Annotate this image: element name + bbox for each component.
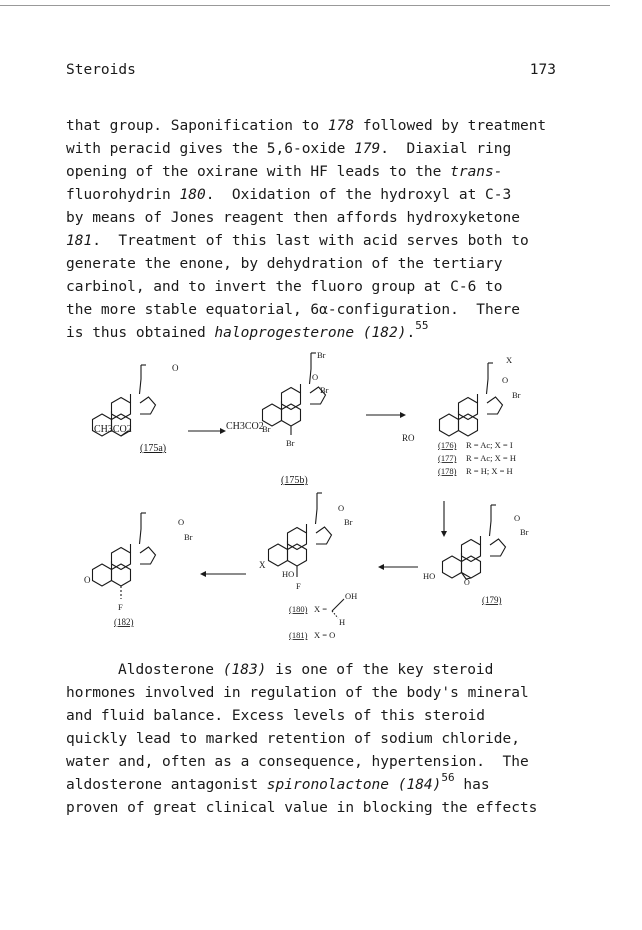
page-number: 173	[529, 62, 556, 78]
text-line	[66, 728, 576, 751]
text-run: hormones involved in regulation of the body's mineral	[66, 685, 529, 701]
text-run: opening of the oxirane with HF leads to the	[66, 164, 451, 180]
177-label: (177)	[438, 453, 457, 463]
176-substituent: RO	[402, 433, 415, 443]
text-run: that group. Saponification to	[66, 118, 328, 134]
180-side-o: O	[338, 503, 345, 513]
text-line	[66, 253, 576, 276]
text-line	[66, 184, 576, 207]
text-run: with peracid gives the 5,6-oxide	[66, 141, 355, 157]
text-line	[66, 299, 576, 322]
text-run: fluorohydrin	[66, 187, 180, 203]
text-run: aldosterone antagonist	[66, 777, 267, 793]
text-line	[66, 797, 576, 820]
182-keto-o: O	[84, 575, 91, 585]
text-line	[66, 115, 576, 138]
italic-run: trans-	[450, 164, 503, 180]
182-side-o: O	[178, 517, 185, 527]
180-f: F	[296, 581, 301, 591]
176-side-x: X	[506, 355, 513, 365]
180-definition: X =	[314, 604, 328, 614]
177-definition: R = Ac; X = H	[466, 453, 516, 463]
text-line	[66, 751, 576, 774]
reference-superscript: 55	[415, 319, 429, 332]
180-c17-br: Br	[344, 517, 353, 527]
running-title: Steroids	[66, 62, 136, 78]
italic-run: 180	[179, 187, 206, 203]
180-181-definitions	[289, 591, 357, 640]
180-oh: HO	[282, 569, 295, 579]
compound-180-181-structure	[269, 493, 332, 577]
compound-176-178-structure	[440, 363, 503, 436]
180-label: (180)	[289, 604, 308, 614]
italic-run: haloprogesterone (182)	[214, 325, 407, 341]
text-line	[66, 230, 576, 253]
179-substituent: HO	[423, 571, 436, 581]
text-run: is one of the key steroid	[266, 662, 494, 678]
text-line	[66, 771, 576, 797]
178-label: (178)	[438, 466, 457, 476]
176-178-definitions	[438, 440, 516, 476]
compound-175b-structure	[263, 353, 326, 435]
italic-run: 178	[327, 118, 355, 134]
reaction-scheme	[60, 335, 580, 655]
180-substituent-x: X	[259, 560, 266, 570]
text-run: Aldosterone	[118, 662, 223, 678]
175b-c5-br: Br	[262, 424, 271, 434]
179-side-o: O	[514, 513, 521, 523]
text-run: and fluid balance. Excess levels of this steroid	[66, 708, 486, 724]
text-run: water and, often as a consequence, hypertension. The	[66, 754, 529, 770]
178-definition: R = H; X = H	[466, 466, 513, 476]
text-line	[66, 682, 576, 705]
182-label: (182)	[114, 617, 134, 627]
text-run: generate the enone, by dehydration of the tertiary	[66, 256, 503, 272]
text-line	[66, 276, 576, 299]
compound-182-structure	[93, 513, 156, 599]
reference-superscript: 56	[441, 771, 455, 784]
text-run: has	[454, 777, 490, 793]
180-h: H	[339, 617, 346, 627]
page-top-rule	[0, 5, 610, 6]
176-side-o: O	[502, 375, 509, 385]
175b-side-br: Br	[317, 350, 326, 360]
italic-run: 179	[354, 141, 381, 157]
running-header	[66, 62, 556, 78]
text-run: carbinol, and to invert the fluoro group at C-6 to	[66, 279, 503, 295]
182-c17-br: Br	[184, 532, 193, 542]
176-label: (176)	[438, 440, 457, 450]
text-run: . Diaxial ring	[380, 141, 512, 157]
175a-side-o: O	[172, 363, 179, 373]
175b-c6-br: Br	[286, 438, 295, 448]
italic-run: (183)	[222, 662, 267, 678]
text-line	[66, 207, 576, 230]
179-c17-br: Br	[520, 527, 529, 537]
182-f: F	[118, 602, 123, 612]
175b-c17-br: Br	[320, 385, 329, 395]
compound-179-structure	[443, 505, 506, 579]
181-label: (181)	[289, 630, 308, 640]
paragraph-aldosterone	[66, 659, 576, 820]
175a-label: (175a)	[140, 443, 167, 454]
text-run: quickly lead to marked retention of sodium chloride,	[66, 731, 520, 747]
italic-run: 181	[66, 233, 93, 249]
175b-label: (175b)	[281, 475, 308, 486]
text-line	[66, 161, 576, 184]
text-line	[66, 705, 576, 728]
text-run: proven of great clinical value in blocking the effects	[66, 800, 538, 816]
text-run: followed by treatment	[354, 118, 547, 134]
175b-substituent: CH3CO2	[226, 421, 264, 432]
175a-substituent: CH3CO2	[94, 424, 132, 435]
text-line	[66, 659, 576, 682]
176-c17-br: Br	[512, 390, 521, 400]
176-definition: R = Ac; X = I	[466, 440, 513, 450]
179-epoxide-o: O	[464, 578, 470, 587]
text-run: is thus obtained	[66, 325, 215, 341]
italic-run: spironolactone (184)	[266, 777, 442, 793]
text-run: by means of Jones reagent then affords hydroxyketone	[66, 210, 520, 226]
text-run: the more stable equatorial, 6α-configuration. There	[66, 302, 520, 318]
text-line	[66, 138, 576, 161]
text-run: . Treatment of this last with acid serves both to	[92, 233, 529, 249]
180-oh-group: OH	[345, 591, 358, 601]
paragraph-halo-progesterone	[66, 115, 576, 345]
175b-side-o: O	[312, 372, 319, 382]
text-run: . Oxidation of the hydroxyl at C-3	[205, 187, 512, 203]
text-run: .	[406, 325, 416, 341]
181-definition: X = O	[314, 630, 336, 640]
179-label: (179)	[482, 595, 502, 605]
